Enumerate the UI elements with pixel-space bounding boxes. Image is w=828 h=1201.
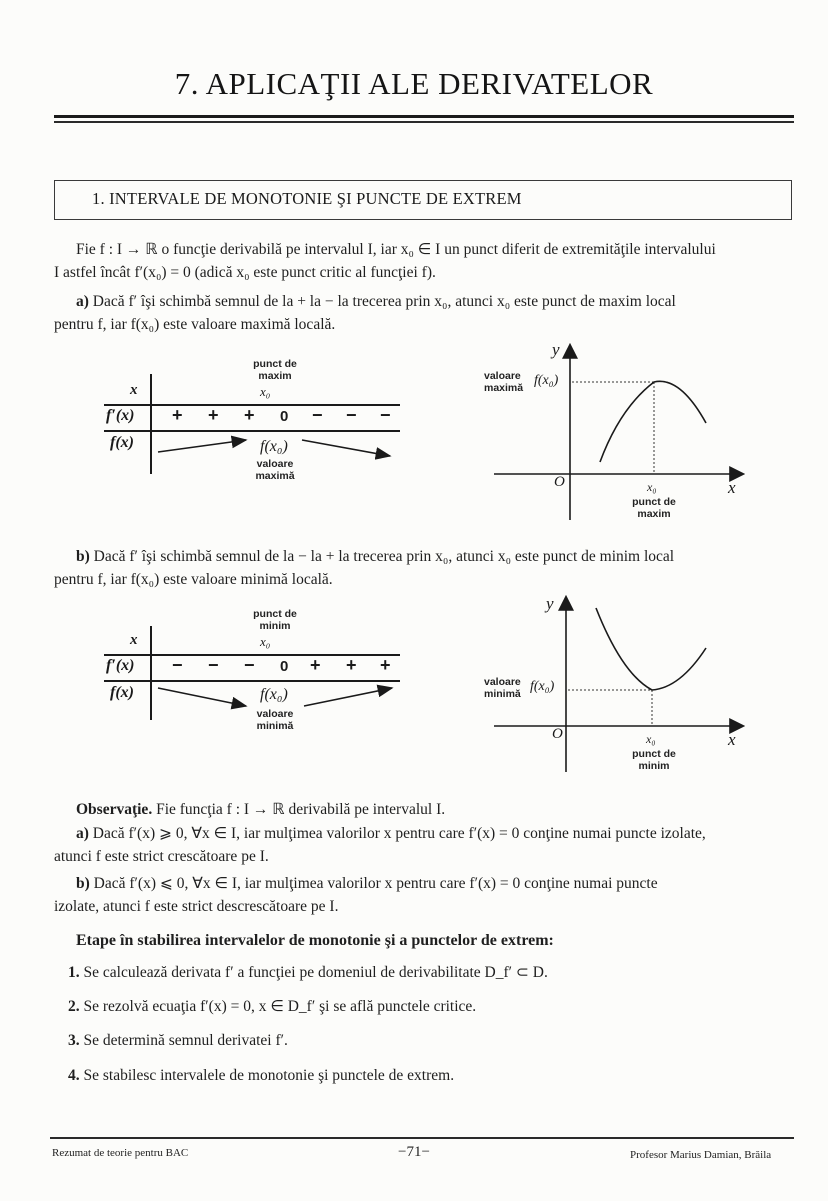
row-f-label: f(x) [110, 684, 134, 701]
step-number: 3. [68, 1032, 80, 1049]
page-number: −71− [398, 1144, 430, 1160]
graph-value-note [484, 370, 532, 394]
step-text: Se determină semnul derivatei f′. [83, 1032, 288, 1049]
observation-intro: Fie funcţia f : I → ℝ derivabilă pe intervalul I. [156, 801, 446, 818]
graph-point-note [624, 496, 684, 520]
chapter-title: 7. APLICAŢII ALE DERIVATELOR [174, 66, 654, 101]
sign: − [208, 655, 219, 675]
observation-a-label: a) [76, 825, 89, 842]
step-number: 4. [68, 1067, 80, 1084]
x-axis-label: x [728, 730, 736, 749]
footer-left: Rezumat de teorie pentru BAC [52, 1147, 189, 1159]
note-line: minim [638, 760, 670, 772]
step-item [68, 1065, 454, 1087]
case-a-line-1 [76, 291, 676, 313]
sign: + [346, 655, 357, 675]
note-line: maxim [258, 370, 292, 382]
note-line: valoare [484, 370, 521, 382]
case-b-line-2: pentru f, iar f(x₀) este valoare minimă locală. [54, 571, 333, 588]
row-fprime-label: f′(x) [106, 657, 135, 674]
f-x0-label: f(x₀) [260, 438, 288, 455]
x0-label: x₀ [260, 384, 271, 399]
title-rule-thick [54, 115, 794, 118]
observation-intro-line [76, 799, 445, 821]
graph-min [484, 590, 764, 780]
case-b-line-1 [76, 546, 674, 568]
observation-heading: Observaţie. [76, 801, 153, 818]
observation-b-line-2: izolate, atunci f este strict descrescătoare pe I. [54, 898, 339, 915]
note-line: maxim [637, 508, 671, 520]
observation-b-text: Dacă f′(x) ⩽ 0, ∀x ∈ I, iar mulţimea valorilor x pentru care f′(x) = 0 conţine numai puncte [93, 875, 658, 892]
observation-a-text: Dacă f′(x) ⩾ 0, ∀x ∈ I, iar mulţimea valorilor x pentru care f′(x) = 0 conţine numai puncte izolate, [92, 825, 706, 842]
title-rule-thin [54, 121, 794, 123]
sign: + [172, 405, 183, 425]
note-line: minimă [256, 720, 294, 732]
section-title: 1. INTERVALE DE MONOTONIE ŞI PUNCTE DE EXTREM [92, 189, 522, 208]
step-item [68, 962, 548, 984]
note-line: punct de [632, 496, 676, 508]
note-line: minim [259, 620, 291, 632]
note-line: punct de [253, 608, 297, 620]
sign: − [380, 405, 391, 425]
case-b-label: b) [76, 548, 90, 565]
note-line: maximă [484, 382, 524, 394]
row-x-label: x [130, 632, 138, 648]
sign: + [208, 405, 219, 425]
note-line: valoare [256, 458, 294, 470]
note-line: valoare [484, 676, 521, 688]
sign: − [244, 655, 255, 675]
footer-right: Profesor Marius Damian, Brăila [630, 1149, 772, 1161]
observation-b-line-1 [76, 873, 658, 895]
y-axis-label: y [546, 594, 554, 613]
note-line: valoare [256, 708, 294, 720]
steps-heading: Etape în stabilirea intervalelor de monotonie şi a punctelor de extrem: [76, 932, 554, 949]
origin-label: O [552, 726, 563, 742]
case-a-line-2: pentru f, iar f(x₀) este valoare maximă locală. [54, 316, 336, 333]
observation-a-line-2: atunci f este strict crescătoare pe I. [54, 848, 269, 865]
table-value-note [240, 708, 310, 732]
case-a-label: a) [76, 293, 89, 310]
sign-zero: 0 [280, 658, 289, 675]
x0-axis-label: x₀ [647, 480, 657, 494]
x-axis-label: x [728, 478, 736, 497]
sign: + [310, 655, 321, 675]
sign: − [172, 655, 183, 675]
step-number: 2. [68, 998, 80, 1015]
note-line: punct de [632, 748, 676, 760]
graph-point-note [624, 748, 684, 772]
step-number: 1. [68, 964, 80, 981]
case-a-text: Dacă f′ îşi schimbă semnul de la + la − la trecerea prin x₀, atunci x₀ este punct de maxim local [92, 293, 676, 310]
step-text: Se stabilesc intervalele de monotonie şi punctele de extrem. [83, 1067, 455, 1084]
f-x0-axis-label: f(x₀) [530, 679, 555, 694]
f-x0-axis-label: f(x₀) [534, 373, 559, 388]
note-line: minimă [484, 688, 521, 700]
f-x0-label: f(x₀) [260, 686, 288, 703]
row-x-label: x [130, 382, 138, 398]
x0-label: x₀ [260, 634, 271, 649]
y-axis-label: y [552, 340, 560, 359]
graph-value-note [484, 676, 532, 700]
step-text: Se rezolvă ecuaţia f′(x) = 0, x ∈ D_f′ şi se află punctele critice. [83, 998, 477, 1015]
footer-rule [50, 1137, 794, 1139]
step-item [68, 996, 476, 1018]
intro-line-2: I astfel încât f′(x₀) = 0 (adică x₀ este punct critic al funcţiei f). [54, 264, 436, 281]
origin-label: O [554, 474, 565, 490]
observation-b-label: b) [76, 875, 90, 892]
sign: − [312, 405, 323, 425]
sign-table-min [100, 604, 410, 744]
note-line: maximă [255, 470, 295, 482]
sign-table-max [100, 352, 410, 492]
sign: + [244, 405, 255, 425]
case-b-text: Dacă f′ îşi schimbă semnul de la − la + la trecerea prin x₀, atunci x₀ este punct de minim local [93, 548, 675, 565]
row-f-label: f(x) [110, 434, 134, 451]
x0-axis-label: x₀ [646, 732, 656, 746]
step-item [68, 1030, 288, 1052]
table-value-note [240, 458, 310, 482]
sign: + [380, 655, 391, 675]
intro-line-1: Fie f : I → ℝ o funcţie derivabilă pe intervalul I, iar x₀ ∈ I un punct diferit de extremităţile intervalului [76, 241, 716, 258]
row-fprime-label: f′(x) [106, 407, 135, 424]
observation-a-line-1 [76, 823, 706, 845]
note-line: punct de [253, 358, 297, 370]
step-text: Se calculează derivata f′ a funcţiei pe domeniul de derivabilitate D_f′ ⊂ D. [83, 964, 548, 981]
sign: − [346, 405, 357, 425]
sign-zero: 0 [280, 408, 289, 425]
graph-max [484, 340, 764, 530]
